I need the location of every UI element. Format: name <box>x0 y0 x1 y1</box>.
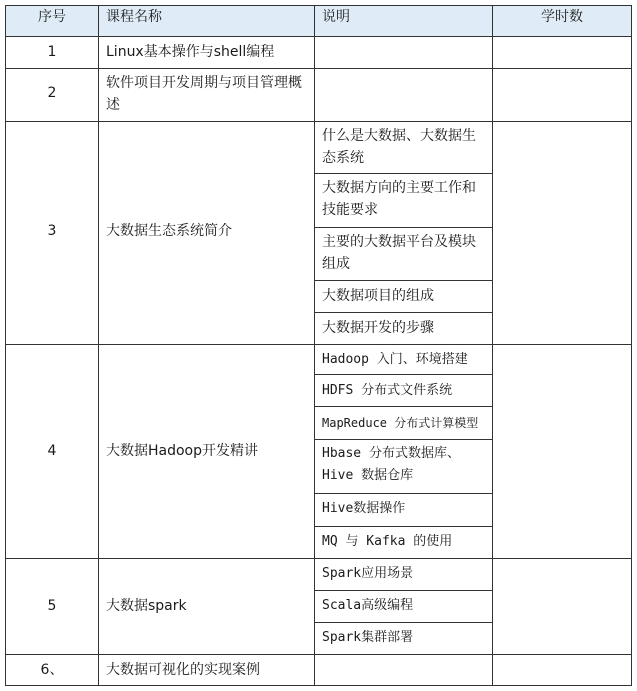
description-item: 大数据开发的步骤 <box>322 320 434 336</box>
description-item: Spark应用场景 <box>322 566 414 581</box>
row-course-name: 大数据Hadoop开发精讲 <box>106 443 259 459</box>
row-divider-3 <box>5 344 632 345</box>
row-course-name: 软件项目开发周期与项目管理概述 <box>106 75 302 113</box>
header-index: 序号 <box>38 9 66 25</box>
description-item: HDFS 分布式文件系统 <box>322 383 453 398</box>
description-item: 什么是大数据、大数据生态系统 <box>322 128 476 166</box>
row-index: 3 <box>47 223 57 239</box>
table-border-left <box>5 5 6 686</box>
description-item: 大数据项目的组成 <box>322 288 434 304</box>
description-item: MQ 与 Kafka 的使用 <box>322 534 453 549</box>
header-hours: 学时数 <box>541 9 583 25</box>
subrow-divider <box>314 622 493 623</box>
row-divider-5 <box>5 654 632 655</box>
header-course: 课程名称 <box>106 9 162 25</box>
row-course-name: 大数据spark <box>106 598 187 614</box>
row-index: 5 <box>47 598 57 614</box>
row-divider-header <box>5 36 632 37</box>
subrow-divider <box>314 173 493 174</box>
subrow-divider <box>314 374 493 375</box>
row-course-name: 大数据可视化的实现案例 <box>106 662 260 678</box>
subrow-divider <box>314 312 493 313</box>
description-item: 主要的大数据平台及模块组成 <box>322 234 476 272</box>
description-item: Hbase 分布式数据库、Hive 数据仓库 <box>322 446 460 483</box>
row-divider-2 <box>5 121 632 122</box>
row-course-name: 大数据生态系统简介 <box>106 223 232 239</box>
column-divider-1 <box>98 5 99 686</box>
description-item: 大数据方向的主要工作和技能要求 <box>322 180 476 218</box>
column-divider-2 <box>314 5 315 686</box>
row-index: 1 <box>47 44 57 60</box>
subrow-divider <box>314 526 493 527</box>
subrow-divider <box>314 590 493 591</box>
description-item: Hive数据操作 <box>322 501 406 516</box>
subrow-divider <box>314 493 493 494</box>
row-index: 4 <box>47 443 57 459</box>
description-item: Spark集群部署 <box>322 630 414 645</box>
subrow-divider <box>314 439 493 440</box>
column-divider-3 <box>492 5 493 686</box>
header-description: 说明 <box>322 9 350 25</box>
description-item: Scala高级编程 <box>322 598 414 613</box>
row-index: 6、 <box>40 662 64 678</box>
row-divider-1 <box>5 68 632 69</box>
subrow-divider <box>314 406 493 407</box>
table-border-bottom <box>5 685 632 686</box>
description-item: Hadoop 入门、环境搭建 <box>322 352 468 367</box>
row-index: 2 <box>47 85 57 101</box>
subrow-divider <box>314 227 493 228</box>
table-border-right <box>631 5 632 686</box>
description-item: MapReduce 分布式计算模型 <box>322 416 479 430</box>
row-course-name: Linux基本操作与shell编程 <box>106 44 275 60</box>
row-divider-4 <box>5 558 632 559</box>
subrow-divider <box>314 280 493 281</box>
